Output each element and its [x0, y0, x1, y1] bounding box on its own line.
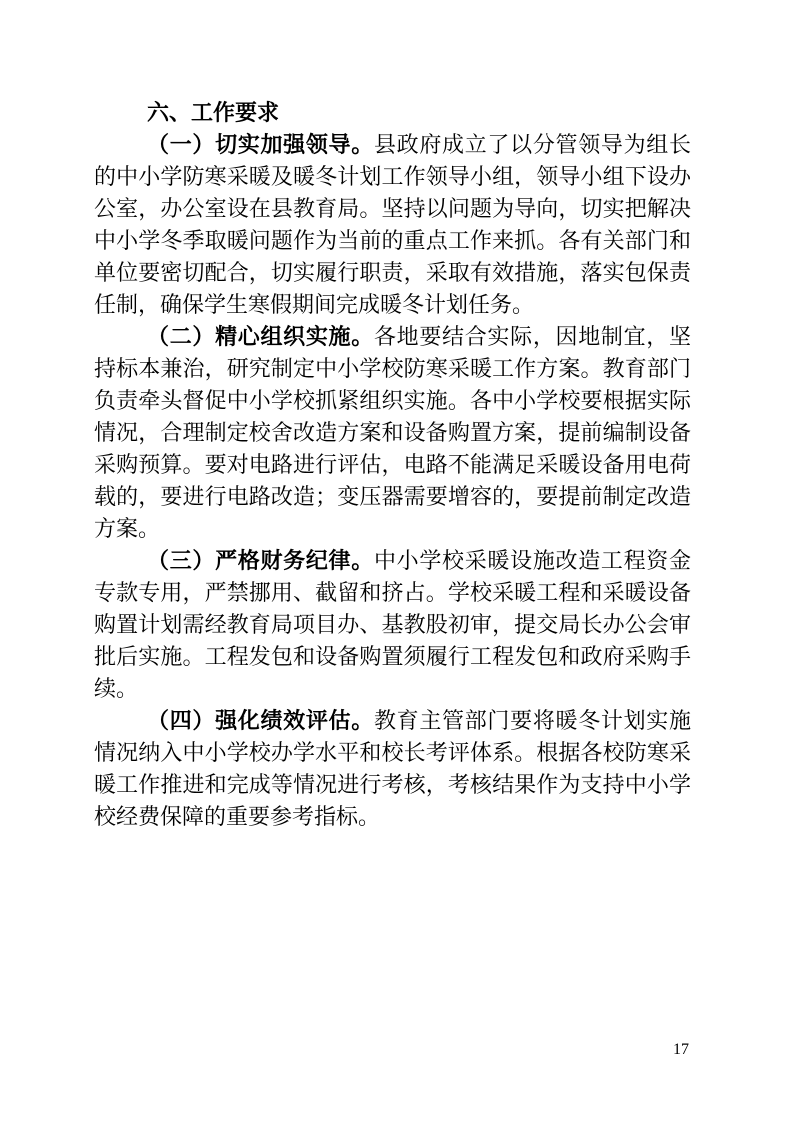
document-body [94, 97, 691, 833]
paragraph-3 [94, 545, 691, 705]
paragraph-4 [94, 705, 691, 833]
section-heading: 六、工作要求 [147, 100, 280, 125]
paragraph-2 [94, 321, 691, 545]
paragraph-1 [94, 129, 691, 321]
paragraph-4-text: 教育主管部门要将暖冬计划实施情况纳入中小学校办学水平和校长考评体系。根据各校防寒采暖工作推进和完成等情况进行考核，考核结果作为支持中小学校经费保障的重要参考指标。 [94, 708, 691, 829]
page-number: 17 [673, 1041, 689, 1058]
paragraph-4-lead: （四）强化绩效评估。 [147, 708, 374, 733]
paragraph-2-lead: （二）精心组织实施。 [147, 324, 374, 349]
paragraph-3-text: 中小学校采暖设施改造工程资金专款专用，严禁挪用、截留和挤占。学校采暖工程和采暖设备购置计划需经教育局项目办、基教股初审，提交局长办公会审批后实施。工程发包和设备购置须履行工程发包和政府采购手续。 [94, 548, 691, 701]
paragraph-2-text: 各地要结合实际，因地制宜，坚持标本兼治，研究制定中小学校防寒采暖工作方案。教育部门负责牵头督促中小学校抓紧组织实施。各中小学校要根据实际情况，合理制定校舍改造方案和设备购置方案，提前编制设备采购预算。要对电路进行评估，电路不能满足采暖设备用电荷载的，要进行电路改造；变压器需要增容的，要提前制定改造方案。 [94, 324, 691, 541]
paragraph-1-text: 县政府成立了以分管领导为组长的中小学防寒采暖及暖冬计划工作领导小组，领导小组下设办公室，办公室设在县教育局。坚持以问题为导向，切实把解决中小学冬季取暖问题作为当前的重点工作来抓。各有关部门和单位要密切配合，切实履行职责，采取有效措施，落实包保责任制，确保学生寒假期间完成暖冬计划任务。 [94, 132, 691, 317]
paragraph-3-lead: （三）严格财务纪律。 [147, 548, 374, 573]
paragraph-1-lead: （一）切实加强领导。 [147, 132, 374, 157]
